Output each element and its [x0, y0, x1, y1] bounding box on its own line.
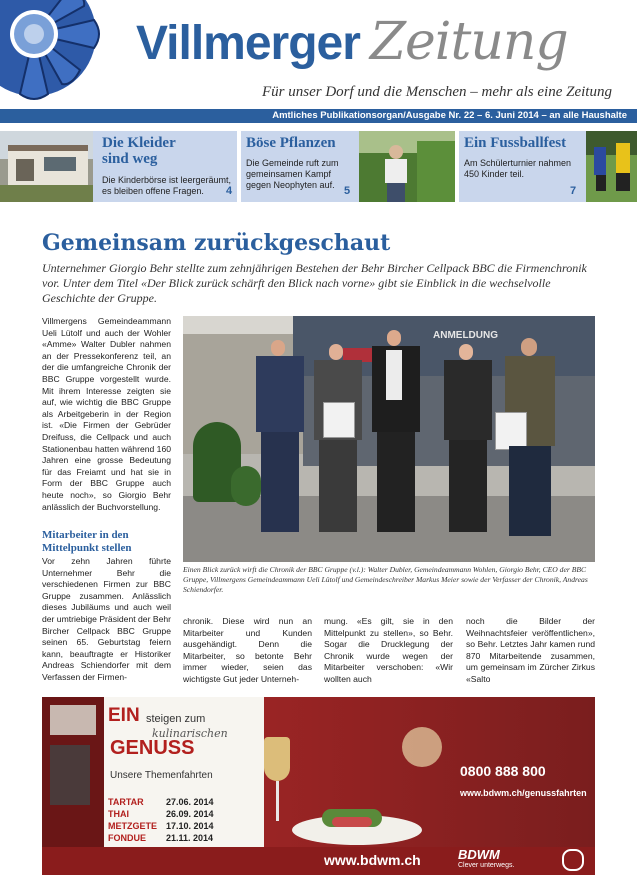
teaser-text: Am Schülerturnier nahmen 450 Kinder teil. [464, 158, 572, 179]
ad-themenfahrten: Unsere Themenfahrten [110, 770, 213, 781]
article-headline: Gemeinsam zurückgeschaut [42, 230, 391, 256]
bdwm-advertisement[interactable] [42, 697, 595, 875]
teaser-photo-house [0, 131, 93, 202]
teaser-text: Die Gemeinde ruft zum gemeinsamen Kampf gegen Neophyten auf. [246, 158, 339, 190]
ad-wine-glass-icon [264, 737, 290, 781]
ad-slogan: Clever unterwegs. [458, 862, 515, 869]
article-column-2: chronik. Diese wird nun an Mitarbeiter und Kunden ausgehändigt. Denn die Mitarbeiter, so betonte Behr immer wieder, seien das wichtigste Gut jeder Unterneh- [183, 616, 312, 684]
rose-logo-icon [0, 0, 104, 104]
ad-bdwm-logo: BDWM [458, 847, 500, 862]
ad-genussfahrten-link[interactable]: www.bdwm.ch/genussfahrten [460, 788, 587, 798]
article-column-3: mung. «Es gilt, sie in den Mittelpunkt zu stellen», so Behr. Sogar die Drucklegung der Chronik wurde wegen der Mitarbeiter verschoben: «Wir wollten auch [324, 616, 453, 684]
ad-quality-seal-icon [562, 849, 584, 871]
teaser-title: Böse Pflanzen [246, 135, 336, 151]
ad-trip-row: FONDUE 21.11. 2014 [108, 833, 214, 843]
teaser-fussball[interactable] [459, 131, 637, 202]
ad-trip-row: METZGETE 17.10. 2014 [108, 821, 214, 831]
article-lead: Unternehmer Giorgio Behr stellte zum zehnjährigen Bestehen der Behr Bircher Cellpack BBC die Firmenchronik vor. Unter dem Titel «Der Blick zurück schärft den Blick nach vorne» gibt sie Einblick in die wechselvolle Geschichte der Gruppe. [42, 261, 587, 305]
ad-trip-list [108, 797, 238, 845]
teaser-title: Ein Fussballfest [464, 135, 567, 151]
masthead-title [136, 12, 568, 72]
photo-sign-anmeldung: ANMELDUNG [433, 330, 498, 341]
teaser-photo-man-plants [359, 131, 455, 202]
article-column-4: noch die Bilder der Weihnachtsfeier veröffentlichen», so Behr. Letztes Jahr kamen rund 870 Mitarbeitende zusammen, um gemeinsam im Zürcher Zirkus «Salto [466, 616, 595, 684]
masthead-title-villmerger: Villmerger [136, 17, 360, 70]
teaser-page-number: 4 [226, 185, 233, 197]
teaser-page-number: 7 [570, 185, 577, 197]
article-subhead: Mitarbeiter in den Mittelpunkt stellen [42, 529, 132, 554]
article-column-1-top: Villmergens Gemeindeammann Ueli Lütolf und auch der Wohler «Amme» Walter Dubler nahmen an der Pressekonferenz teil, an der die umfangreiche Chronik der BBC Gruppe vorgestellt wurde. Mit ihrem Interesse zeigten sie auf, wie wichtig die BBC Gruppe als Arbeitgeberin in der Region ist. «Die Firmen der Gebrüder Dreifuss, die Cellpack und auch Stationenbau hatten während 160 Jahren eine grosse Bedeutung für das Freiamt und hat sie in Form der BBC Gruppe auch heute noch», so Giorgio Behr anlässlich der Buchvorstellung. [42, 316, 172, 512]
teaser-photo-football [586, 131, 637, 202]
ad-trip-row: TARTAR 27.06. 2014 [108, 797, 214, 807]
teaser-pflanzen[interactable] [241, 131, 455, 202]
teaser-page-number: 5 [344, 185, 351, 197]
masthead-tagline: Für unser Dorf und die Menschen – mehr als eine Zeitung [262, 84, 612, 100]
article-photo [183, 316, 595, 562]
teaser-kleider[interactable] [0, 131, 237, 202]
ad-trip-row: THAI 26.09. 2014 [108, 809, 214, 819]
ad-steigen: steigen zum [146, 713, 206, 725]
ad-ein: EIN [108, 705, 140, 726]
ad-phone-number[interactable]: 0800 888 800 [460, 763, 546, 779]
ad-website-link[interactable]: www.bdwm.ch [324, 852, 421, 868]
teaser-text: Die Kinderbörse ist leergeräumt, es bleiben offene Fragen. [102, 175, 232, 196]
masthead-title-zeitung: Zeitung [369, 12, 568, 72]
photo-caption: Einen Blick zurück wirft die Chronik der BBC Gruppe (v.l.): Walter Dubler, Gemeindeammann Wohlen, Giorgio Behr, CEO der BBC Gruppe, Villmergens Gemeindeammann Ueli Lütolf und Gemeindeschreiber Markus Meier sowie der Verfasser der Chronik, Andreas Schiendorfer. [183, 565, 588, 594]
ad-kulinarischen: kulinarischen [152, 727, 228, 740]
issue-bar [0, 109, 637, 123]
ad-genuss: GENUSS [110, 737, 195, 759]
issue-bar-text: Amtliches Publikationsorgan/Ausgabe Nr. 22 – 6. Juni 2014 – an alle Haushalte [272, 110, 627, 121]
teaser-title: Die Kleider sind weg [102, 135, 176, 167]
article-column-1-bottom: Vor zehn Jahren führte Unternehmer Behr die verschiedenen Firmen zur BBC Gruppe zusammen. Anlässlich dieses Jubiläums und auch weil der umtriebige Präsident der Behr Bircher Cellpack BBC Gruppe seinen 65. Geburtstag feiern kann, beauftragte er Historiker Andreas Schiendorfer mit dem Verfassen der Firmen- [42, 556, 171, 682]
